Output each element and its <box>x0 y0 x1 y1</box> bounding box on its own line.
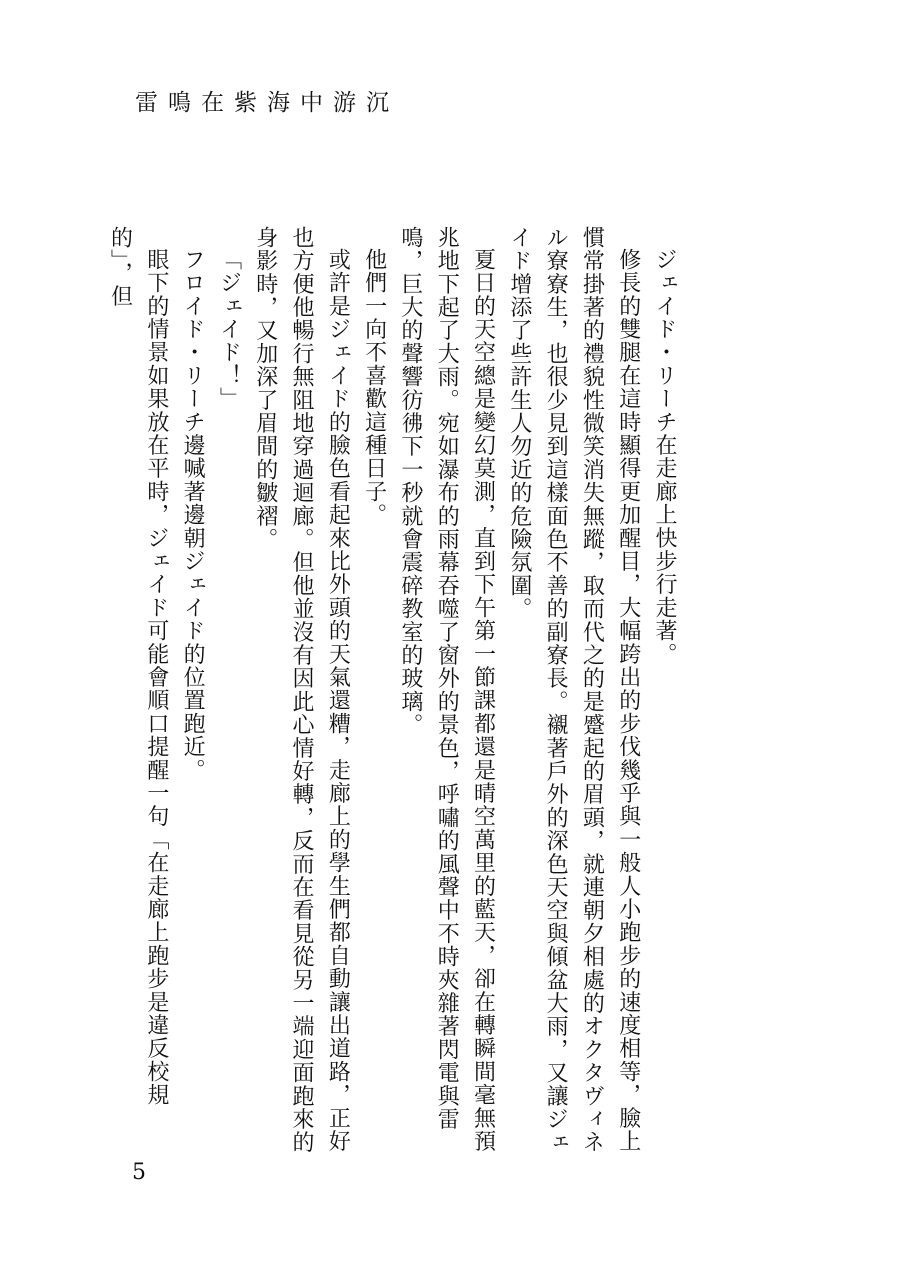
paragraph-8: 眼下的情景如果放在平時，ジェイド可能會順口提醒一句「在走廊上跑步是違反校規的」，但 <box>107 226 169 1107</box>
page-title: 雷鳴在紫海中游沉 <box>135 90 399 116</box>
paragraph-1: ジェイド・リーチ在走廊上快步行走著。 <box>652 248 677 666</box>
paragraph-6: 「ジェイド！」 <box>216 248 242 411</box>
paragraph-4: 他們一向不喜歡這種日子。 <box>361 248 387 527</box>
paragraph-5: 或許是ジェイド的臉色看起來比外頭的天氣還糟，走廊上的學生們都自動讓出道路，正好也方便他暢行無阻地穿過迴廊。但他並沒有因此心情好轉，反而在看見從另一端迎面跑來的身影時，又加深了眉間的皺褶。 <box>252 226 351 1154</box>
body-text <box>107 226 682 1156</box>
paragraph-3: 夏日的天空總是變幻莫測，直到下午第一節課都還是晴空萬里的藍天，卻在轉瞬間毫無預兆地下起了大雨。宛如瀑布的雨幕吞噬了窗外的景色，呼嘯的風聲中不時夾雜著閃電與雷鳴，巨大的聲響彷彿下一秒就會震碎教室的玻璃。 <box>397 226 496 1153</box>
page-number: 5 <box>132 1160 146 1185</box>
paragraph-2: 修長的雙腿在這時顯得更加醒目，大幅跨出的步伐幾乎與一般人小跑步的速度相等，臉上慣常掛著的禮貌性微笑消失無蹤，取而代之的是蹙起的眉頭，就連朝夕相處的オクタヴィネル寮寮生，也很少見到這樣面色不善的副寮長。襯著戶外的深色天空與傾盆大雨，又讓ジェイド增添了些許生人勿近的危險氛圍。 <box>506 226 641 1154</box>
paragraph-7: フロイド・リーチ邊喊著邊朝ジェイド的位置跑近。 <box>180 248 206 782</box>
